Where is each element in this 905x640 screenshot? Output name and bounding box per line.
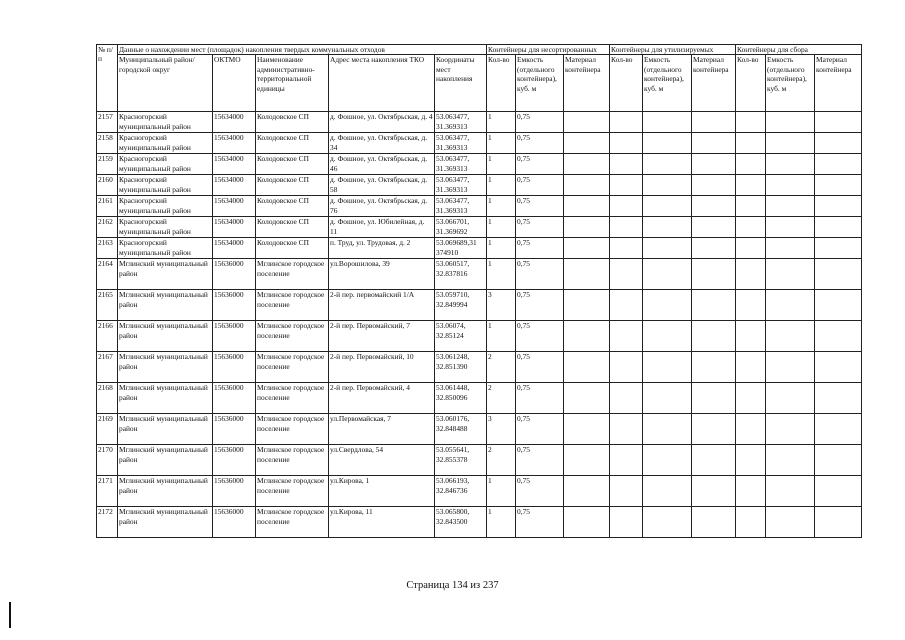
cell-num: 2160: [97, 175, 118, 196]
cell-oktmo: 15636000: [213, 507, 256, 538]
table-row: [97, 196, 862, 217]
cell-num: 2157: [97, 112, 118, 133]
cell-address: ул.Свердлова, 54: [329, 445, 435, 476]
cell-capacity: 0,75: [516, 238, 564, 259]
cell-capacity: 0,75: [516, 217, 564, 238]
cell-address: д. Фошное, ул. Октябрьская, д. 46: [329, 154, 435, 175]
cell-empty: [736, 133, 766, 154]
cell-empty: [643, 259, 692, 290]
cell-empty: [564, 175, 610, 196]
table-row: [97, 383, 862, 414]
cell-empty: [643, 321, 692, 352]
cell-address: д. Фошное, ул. Октябрьская, д. 34: [329, 133, 435, 154]
cell-empty: [643, 476, 692, 507]
cell-address: д. Фошное, ул. Октябрьская, д. 4: [329, 112, 435, 133]
cell-admin-unit: Колодовское СП: [256, 196, 329, 217]
cell-admin-unit: Колодовское СП: [256, 217, 329, 238]
cell-empty: [815, 352, 862, 383]
cell-oktmo: 15636000: [213, 445, 256, 476]
cell-empty: [610, 383, 643, 414]
cell-empty: [610, 154, 643, 175]
col-num: № п/п: [97, 45, 118, 112]
cell-municipality: Мглинский муниципальный район: [118, 476, 213, 507]
cell-capacity: 0,75: [516, 445, 564, 476]
cell-empty: [766, 175, 815, 196]
cell-oktmo: 15636000: [213, 383, 256, 414]
cell-municipality: Красногорский муниципальный район: [118, 175, 213, 196]
cell-count: 1: [487, 321, 516, 352]
cell-num: 2159: [97, 154, 118, 175]
cell-num: 2171: [97, 476, 118, 507]
cell-capacity: 0,75: [516, 414, 564, 445]
cell-municipality: Красногорский муниципальный район: [118, 196, 213, 217]
table-row: [97, 259, 862, 290]
cell-empty: [815, 238, 862, 259]
cell-coords: 53.066193, 32.846736: [435, 476, 487, 507]
cell-address: 2-й пер. Первомайский, 10: [329, 352, 435, 383]
cell-empty: [736, 259, 766, 290]
cell-empty: [692, 290, 736, 321]
cell-admin-unit: Колодовское СП: [256, 112, 329, 133]
col-collect-material: Материал контейнера: [815, 55, 862, 112]
cell-oktmo: 15634000: [213, 217, 256, 238]
cell-coords: 53.061448, 32.850096: [435, 383, 487, 414]
cell-capacity: 0,75: [516, 290, 564, 321]
group-recycle: Контейнеры для утилизируемых: [610, 45, 736, 55]
cell-oktmo: 15636000: [213, 414, 256, 445]
cell-capacity: 0,75: [516, 352, 564, 383]
cell-empty: [643, 217, 692, 238]
cell-empty: [610, 196, 643, 217]
cell-empty: [564, 445, 610, 476]
cell-empty: [736, 352, 766, 383]
cell-empty: [692, 476, 736, 507]
cell-empty: [766, 112, 815, 133]
group-collect: Контейнеры для сбора: [736, 45, 862, 55]
cell-count: 3: [487, 290, 516, 321]
col-recycle-material: Материал контейнера: [692, 55, 736, 112]
cell-empty: [736, 445, 766, 476]
cell-empty: [766, 133, 815, 154]
cell-admin-unit: Колодовское СП: [256, 154, 329, 175]
cell-empty: [692, 196, 736, 217]
cell-empty: [736, 175, 766, 196]
cell-count: 1: [487, 238, 516, 259]
table-row: [97, 414, 862, 445]
cell-empty: [815, 133, 862, 154]
cell-empty: [736, 217, 766, 238]
cell-empty: [766, 217, 815, 238]
cell-admin-unit: Мглинское городское поселение: [256, 414, 329, 445]
cell-admin-unit: Мглинское городское поселение: [256, 290, 329, 321]
col-coords: Координаты мест накопления: [435, 55, 487, 112]
cell-municipality: Красногорский муниципальный район: [118, 154, 213, 175]
cell-count: 2: [487, 352, 516, 383]
cell-municipality: Мглинский муниципальный район: [118, 383, 213, 414]
cell-empty: [692, 445, 736, 476]
cell-empty: [692, 352, 736, 383]
cell-empty: [692, 175, 736, 196]
cell-empty: [610, 414, 643, 445]
cell-empty: [692, 133, 736, 154]
cell-capacity: 0,75: [516, 476, 564, 507]
cell-empty: [815, 321, 862, 352]
cell-empty: [564, 238, 610, 259]
waste-sites-table: [96, 44, 862, 538]
cell-address: д. Фошное, ул. Юбилейная, д. 11: [329, 217, 435, 238]
cell-empty: [766, 352, 815, 383]
cell-capacity: 0,75: [516, 133, 564, 154]
cell-admin-unit: Мглинское городское поселение: [256, 445, 329, 476]
cell-empty: [610, 238, 643, 259]
cell-count: 1: [487, 196, 516, 217]
cell-count: 1: [487, 217, 516, 238]
cell-admin-unit: Мглинское городское поселение: [256, 507, 329, 538]
cell-coords: 53.065800, 32.843500: [435, 507, 487, 538]
cell-coords: 53.060176, 32.848488: [435, 414, 487, 445]
group-site-data: Данные о нахождении мест (площадок) накопления твердых коммунальных отходов: [118, 45, 487, 55]
cell-capacity: 0,75: [516, 259, 564, 290]
cell-municipality: Мглинский муниципальный район: [118, 352, 213, 383]
cell-empty: [643, 383, 692, 414]
cell-empty: [766, 414, 815, 445]
table-row: [97, 352, 862, 383]
cell-empty: [815, 259, 862, 290]
cell-empty: [610, 507, 643, 538]
cell-empty: [736, 196, 766, 217]
cell-municipality: Красногорский муниципальный район: [118, 217, 213, 238]
cell-empty: [736, 154, 766, 175]
cell-num: 2167: [97, 352, 118, 383]
cell-num: 2162: [97, 217, 118, 238]
cell-empty: [643, 445, 692, 476]
cell-coords: 53.063477, 31.369313: [435, 175, 487, 196]
cell-empty: [564, 383, 610, 414]
table-row: [97, 445, 862, 476]
cell-empty: [815, 476, 862, 507]
col-admin-unit: Наименование административно-территориальной единицы: [256, 55, 329, 112]
cell-empty: [766, 383, 815, 414]
cell-oktmo: 15636000: [213, 476, 256, 507]
cell-count: 1: [487, 175, 516, 196]
cell-address: ул.Первомайская, 7: [329, 414, 435, 445]
cell-empty: [815, 290, 862, 321]
cell-municipality: Мглинский муниципальный район: [118, 445, 213, 476]
group-unsorted: Контейнеры для несортированных: [487, 45, 610, 55]
cell-count: 1: [487, 259, 516, 290]
table-row: [97, 133, 862, 154]
cell-empty: [815, 445, 862, 476]
cell-municipality: Мглинский муниципальный район: [118, 507, 213, 538]
table-row: [97, 217, 862, 238]
cell-admin-unit: Мглинское городское поселение: [256, 259, 329, 290]
cell-coords: 53.066701, 31.369692: [435, 217, 487, 238]
col-unsorted-capacity: Емкость (отдельного контейнера), куб. м: [516, 55, 564, 112]
cell-num: 2161: [97, 196, 118, 217]
cell-empty: [643, 414, 692, 445]
cell-empty: [692, 383, 736, 414]
table-row: [97, 290, 862, 321]
cell-municipality: Мглинский муниципальный район: [118, 290, 213, 321]
cell-address: ул.Ворошилова, 39: [329, 259, 435, 290]
page-number: Страница 134 из 237: [406, 580, 499, 591]
cell-oktmo: 15634000: [213, 154, 256, 175]
cell-empty: [736, 290, 766, 321]
table-row: [97, 112, 862, 133]
cell-empty: [692, 414, 736, 445]
cell-count: 1: [487, 133, 516, 154]
cell-empty: [736, 238, 766, 259]
cell-count: 1: [487, 154, 516, 175]
cell-coords: 53.063477, 31.369313: [435, 112, 487, 133]
cell-empty: [643, 507, 692, 538]
cell-num: 2172: [97, 507, 118, 538]
table-row: [97, 321, 862, 352]
cell-num: 2164: [97, 259, 118, 290]
cell-admin-unit: Мглинское городское поселение: [256, 321, 329, 352]
cell-address: ул.Кирова, 1: [329, 476, 435, 507]
cell-capacity: 0,75: [516, 175, 564, 196]
cell-coords: 53.063477, 31.369313: [435, 196, 487, 217]
cell-empty: [610, 290, 643, 321]
cell-empty: [815, 154, 862, 175]
cell-oktmo: 15634000: [213, 238, 256, 259]
cell-coords: 53.063477, 31.369313: [435, 154, 487, 175]
col-oktmo: ОКТМО: [213, 55, 256, 112]
cell-empty: [564, 476, 610, 507]
cell-empty: [815, 507, 862, 538]
cell-count: 1: [487, 476, 516, 507]
cell-empty: [564, 321, 610, 352]
cell-empty: [610, 321, 643, 352]
cell-address: ул.Кирова, 11: [329, 507, 435, 538]
cell-address: д. Фошное, ул. Октябрьская, д. 58: [329, 175, 435, 196]
cell-municipality: Мглинский муниципальный район: [118, 414, 213, 445]
cell-address: 2-й пер. Первомайский, 7: [329, 321, 435, 352]
cell-empty: [564, 196, 610, 217]
cell-empty: [815, 196, 862, 217]
cell-empty: [692, 154, 736, 175]
cell-coords: 53.059710, 32.849994: [435, 290, 487, 321]
col-collect-capacity: Емкость (отдельного контейнера), куб. м: [766, 55, 815, 112]
cell-address: 2-й пер. Первомайский, 4: [329, 383, 435, 414]
cell-empty: [610, 175, 643, 196]
cell-capacity: 0,75: [516, 321, 564, 352]
cell-municipality: Красногорский муниципальный район: [118, 238, 213, 259]
cell-num: 2170: [97, 445, 118, 476]
cell-coords: 53.061248, 32.851390: [435, 352, 487, 383]
cell-empty: [766, 259, 815, 290]
cell-num: 2166: [97, 321, 118, 352]
cell-empty: [643, 352, 692, 383]
col-recycle-capacity: Емкость (отдельного контейнера), куб. м: [643, 55, 692, 112]
cell-count: 2: [487, 445, 516, 476]
cell-admin-unit: Мглинское городское поселение: [256, 383, 329, 414]
cell-admin-unit: Мглинское городское поселение: [256, 352, 329, 383]
cell-num: 2168: [97, 383, 118, 414]
cell-oktmo: 15634000: [213, 175, 256, 196]
cell-empty: [643, 154, 692, 175]
cell-oktmo: 15634000: [213, 112, 256, 133]
cell-oktmo: 15636000: [213, 321, 256, 352]
cell-capacity: 0,75: [516, 196, 564, 217]
cell-empty: [643, 112, 692, 133]
cell-empty: [564, 259, 610, 290]
cell-coords: 53.055641, 32.855378: [435, 445, 487, 476]
cell-oktmo: 15634000: [213, 133, 256, 154]
cell-empty: [610, 352, 643, 383]
cell-empty: [564, 154, 610, 175]
cell-capacity: 0,75: [516, 154, 564, 175]
cell-num: 2165: [97, 290, 118, 321]
cell-empty: [736, 476, 766, 507]
col-unsorted-material: Материал контейнера: [564, 55, 610, 112]
cell-empty: [766, 445, 815, 476]
table-row: [97, 238, 862, 259]
cell-empty: [736, 414, 766, 445]
table-body: [97, 112, 862, 538]
table-row: [97, 476, 862, 507]
cell-empty: [736, 112, 766, 133]
cell-admin-unit: Колодовское СП: [256, 238, 329, 259]
cell-empty: [643, 133, 692, 154]
cell-empty: [766, 476, 815, 507]
cell-oktmo: 15636000: [213, 259, 256, 290]
cell-empty: [815, 175, 862, 196]
cell-oktmo: 15634000: [213, 196, 256, 217]
cell-empty: [564, 133, 610, 154]
cell-count: 1: [487, 112, 516, 133]
cell-empty: [643, 290, 692, 321]
document-page: [96, 44, 861, 538]
cell-address: д. Фошное, ул. Октябрьская, д. 76: [329, 196, 435, 217]
cell-municipality: Мглинский муниципальный район: [118, 321, 213, 352]
cell-empty: [610, 445, 643, 476]
cell-empty: [766, 154, 815, 175]
table-row: [97, 154, 862, 175]
cell-num: 2158: [97, 133, 118, 154]
cell-count: 2: [487, 383, 516, 414]
col-recycle-count: Кол-во: [610, 55, 643, 112]
cell-capacity: 0,75: [516, 383, 564, 414]
cell-empty: [564, 217, 610, 238]
cell-empty: [564, 414, 610, 445]
cell-admin-unit: Колодовское СП: [256, 175, 329, 196]
cell-empty: [766, 238, 815, 259]
cell-count: 3: [487, 414, 516, 445]
cell-empty: [736, 507, 766, 538]
cell-empty: [692, 112, 736, 133]
cell-empty: [610, 133, 643, 154]
cell-municipality: Красногорский муниципальный район: [118, 112, 213, 133]
cell-empty: [564, 290, 610, 321]
cell-empty: [610, 476, 643, 507]
cell-empty: [643, 175, 692, 196]
cell-admin-unit: Колодовское СП: [256, 133, 329, 154]
cell-empty: [564, 112, 610, 133]
col-address: Адрес места накопления ТКО: [329, 55, 435, 112]
cell-empty: [610, 259, 643, 290]
cell-municipality: Красногорский муниципальный район: [118, 133, 213, 154]
cell-count: 1: [487, 507, 516, 538]
cell-empty: [692, 321, 736, 352]
cell-capacity: 0,75: [516, 507, 564, 538]
cell-coords: 53.063477, 31.369313: [435, 133, 487, 154]
cell-capacity: 0,75: [516, 112, 564, 133]
cell-num: 2163: [97, 238, 118, 259]
cell-empty: [815, 217, 862, 238]
cell-empty: [736, 383, 766, 414]
col-unsorted-count: Кол-во: [487, 55, 516, 112]
cell-empty: [766, 196, 815, 217]
cell-address: 2-й пер. первомайский 1/А: [329, 290, 435, 321]
cell-oktmo: 15636000: [213, 290, 256, 321]
cell-empty: [692, 259, 736, 290]
col-municipality: Муниципальный район/городской округ: [118, 55, 213, 112]
table-row: [97, 175, 862, 196]
cell-empty: [766, 290, 815, 321]
cell-empty: [564, 507, 610, 538]
cell-empty: [692, 507, 736, 538]
cell-admin-unit: Мглинское городское поселение: [256, 476, 329, 507]
cell-municipality: Мглинский муниципальный район: [118, 259, 213, 290]
cell-empty: [766, 321, 815, 352]
cell-empty: [643, 196, 692, 217]
cell-empty: [610, 217, 643, 238]
cell-oktmo: 15636000: [213, 352, 256, 383]
cell-coords: 53.069689,31 374910: [435, 238, 487, 259]
cell-empty: [564, 352, 610, 383]
cell-empty: [643, 238, 692, 259]
table-row: [97, 507, 862, 538]
cell-empty: [692, 217, 736, 238]
cell-empty: [766, 507, 815, 538]
cell-empty: [815, 383, 862, 414]
cell-empty: [815, 414, 862, 445]
margin-mark: [9, 602, 11, 628]
cell-num: 2169: [97, 414, 118, 445]
cell-empty: [736, 321, 766, 352]
cell-address: п. Труд, ул. Трудовая, д. 2: [329, 238, 435, 259]
cell-coords: 53.060517, 32.837816: [435, 259, 487, 290]
col-collect-count: Кол-во: [736, 55, 766, 112]
cell-empty: [692, 238, 736, 259]
cell-coords: 53.06074, 32.85124: [435, 321, 487, 352]
cell-empty: [815, 112, 862, 133]
cell-empty: [610, 112, 643, 133]
